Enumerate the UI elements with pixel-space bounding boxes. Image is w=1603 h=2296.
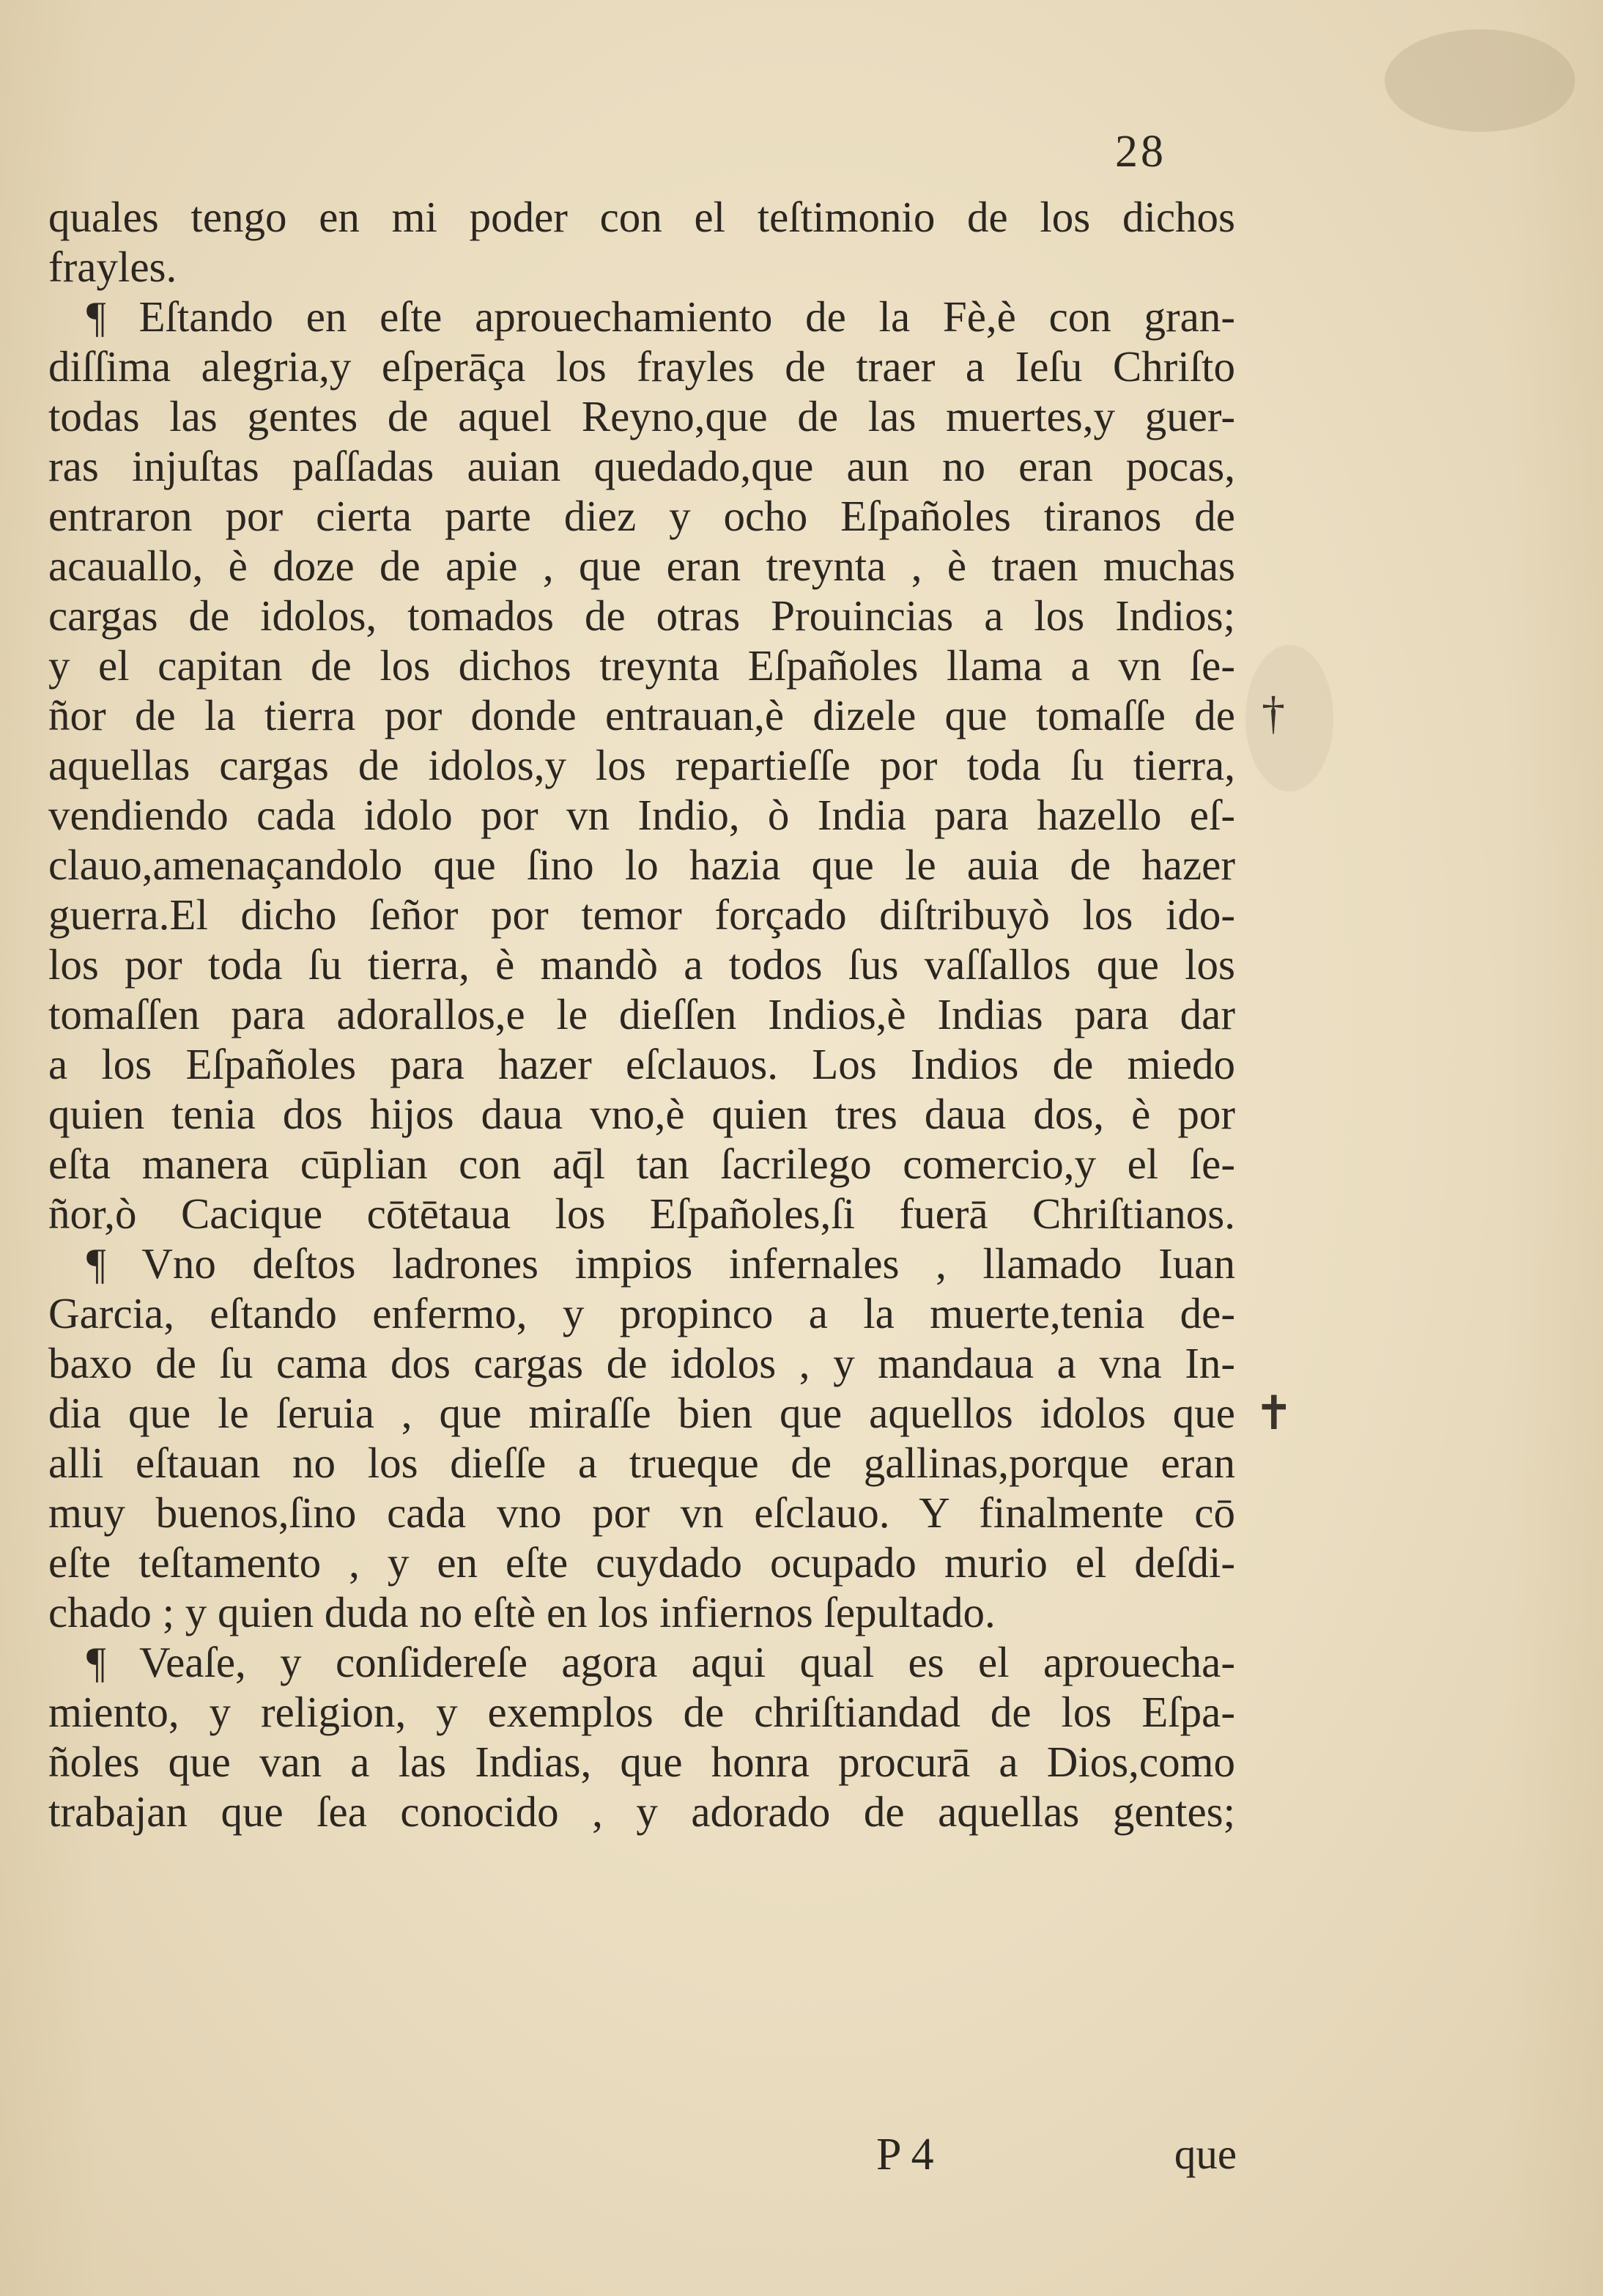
text-line: chado ; y quien duda no eſtè en los infiernos ſepultado.	[48, 1588, 996, 1636]
text-line: ¶ Veaſe, y conſidereſe agora aqui qual es el aprouecha-	[86, 1638, 1235, 1686]
text-line: acauallo, è doze de apie , que eran treynta , è traen muchas	[48, 542, 1235, 590]
text-line: quien tenia dos hijos daua vno,è quien tres daua dos, è por	[48, 1090, 1235, 1138]
text-line: Garcia, eſtando enfermo, y propinco a la muerte,tenia de-	[48, 1289, 1235, 1337]
text-line: dia que le ſeruia , que miraſſe bien que aquellos idolos que	[48, 1389, 1235, 1437]
text-line: muy buenos,ſino cada vno por vn eſclauo. Y finalmente cō	[48, 1488, 1235, 1537]
text-line: baxo de ſu cama dos cargas de idolos , y mandaua a vna In-	[48, 1339, 1235, 1387]
text-line: entraron por cierta parte diez y ocho Eſpañoles tiranos de	[48, 492, 1235, 540]
text-line: todas las gentes de aquel Reyno,que de las muertes,y guer-	[48, 392, 1235, 440]
text-line: alli eſtauan no los dieſſe a trueque de gallinas,porque eran	[48, 1439, 1235, 1487]
text-line: ras injuſtas paſſadas auian quedado,que aun no eran pocas,	[48, 442, 1235, 490]
text-line: tomaſſen para adorallos,e le dieſſen Indios,è Indias para dar	[48, 990, 1235, 1038]
text-line: ¶ Eſtando en eſte aprouechamiento de la Fè,è con gran-	[86, 292, 1235, 341]
signature-mark: P 4	[876, 2130, 934, 2179]
text-line: guerra.El dicho ſeñor por temor forçado diſtribuyò los ido-	[48, 890, 1235, 939]
body-text	[48, 192, 1235, 1837]
text-line: cargas de idolos, tomados de otras Prouincias a los Indios;	[48, 591, 1235, 640]
text-line: ñoles que van a las Indias, que honra procurā a Dios,como	[48, 1738, 1235, 1786]
text-line: trabajan que ſea conocido , y adorado de aquellas gentes;	[48, 1787, 1235, 1836]
marginal-cross-mark: †	[1262, 687, 1285, 739]
page-footer	[876, 2129, 1243, 2180]
text-line: a los Eſpañoles para hazer eſclauos. Los Indios de miedo	[48, 1040, 1235, 1088]
page-number: 28	[1115, 127, 1166, 177]
text-line: aquellas cargas de idolos,y los repartieſſe por toda ſu tierra,	[48, 741, 1235, 789]
text-line: eſta manera cūplian con aq̄l tan ſacrilego comercio,y el ſe-	[48, 1140, 1235, 1188]
paper-stain	[1245, 645, 1333, 791]
text-line: quales tengo en mi poder con el teſtimonio de los dichos	[48, 193, 1235, 241]
catchword: que	[1174, 2130, 1237, 2178]
text-line: vendiendo cada idolo por vn Indio, ò India para hazello eſ-	[48, 791, 1235, 839]
text-line: los por toda ſu tierra, è mandò a todos ſus vaſſallos que los	[48, 940, 1235, 989]
paper-stain	[1385, 29, 1575, 132]
text-line: y el capitan de los dichos treynta Eſpañoles llama a vn ſe-	[48, 641, 1235, 690]
text-line: clauo,amenaçandolo que ſino lo hazia que le auia de hazer	[48, 841, 1235, 889]
marginal-cross-mark: ✝	[1254, 1387, 1294, 1439]
text-line: frayles.	[48, 243, 177, 291]
text-line: diſſima alegria,y eſperāça los frayles de traer a Ieſu Chriſto	[48, 342, 1235, 391]
text-line: ñor,ò Cacique cōtētaua los Eſpañoles,ſi fuerā Chriſtianos.	[48, 1189, 1235, 1238]
text-line: ¶ Vno deſtos ladrones impios infernales , llamado Iuan	[86, 1239, 1235, 1288]
text-line: eſte teſtamento , y en eſte cuydado ocupado murio el deſdi-	[48, 1538, 1235, 1587]
text-line: ñor de la tierra por donde entrauan,è dizele que tomaſſe de	[48, 691, 1235, 739]
text-line: miento, y religion, y exemplos de chriſtiandad de los Eſpa-	[48, 1688, 1235, 1736]
